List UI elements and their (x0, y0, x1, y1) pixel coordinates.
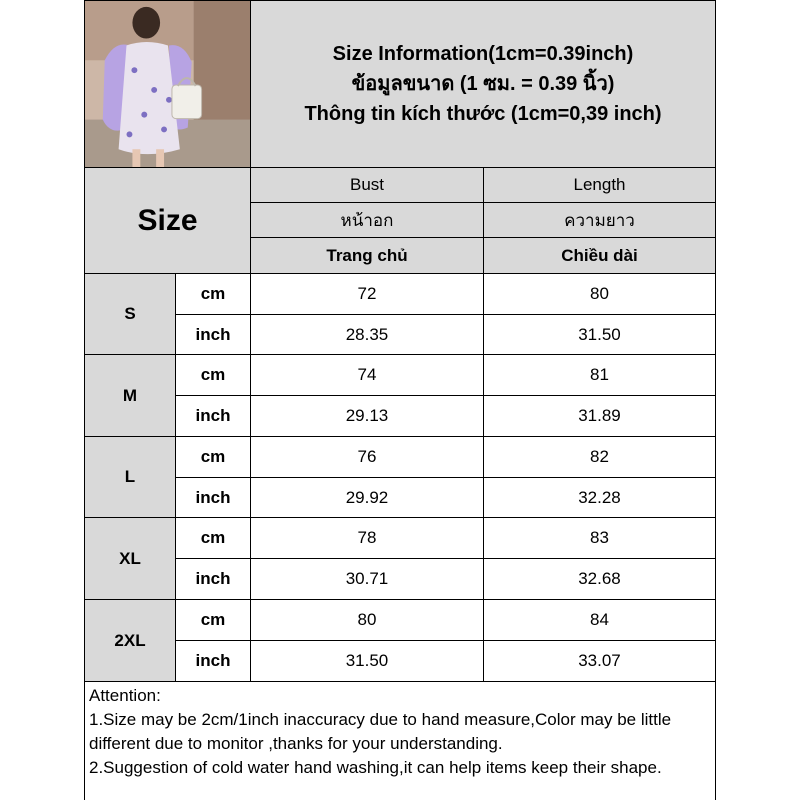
size-label-s: S (84, 273, 176, 355)
unit-cm: cm (175, 599, 251, 641)
bust-inch-xl: 30.71 (250, 558, 484, 600)
length-cm-2xl: 84 (483, 599, 716, 641)
attention-note (84, 681, 716, 800)
bust-header-th: หน้าอก (250, 202, 484, 238)
length-cm-xl: 83 (483, 517, 716, 559)
bust-inch-s: 28.35 (250, 314, 484, 355)
size-label-2xl: 2XL (84, 599, 176, 682)
unit-cm: cm (175, 517, 251, 559)
length-inch-m: 31.89 (483, 395, 716, 437)
unit-cm: cm (175, 273, 251, 315)
unit-inch: inch (175, 558, 251, 600)
unit-cm: cm (175, 436, 251, 478)
attention-line-2: 2.Suggestion of cold water hand washing,it can help items keep their shape. (89, 758, 662, 777)
size-info-header (250, 0, 716, 168)
bust-header-en: Bust (250, 167, 484, 203)
length-header-vi: Chiều dài (483, 237, 716, 274)
size-info-thai: ข้อมูลขนาด (1 ซม. = 0.39 นิ้ว) (351, 73, 615, 95)
length-inch-l: 32.28 (483, 477, 716, 518)
bust-cm-s: 72 (250, 273, 484, 315)
bust-inch-l: 29.92 (250, 477, 484, 518)
size-chart (84, 0, 716, 800)
bust-cm-xl: 78 (250, 517, 484, 559)
attention-line-1: 1.Size may be 2cm/1inch inaccuracy due to hand measure,Color may be little different due to monitor ,thanks for your understanding. (89, 710, 672, 753)
size-label-l: L (84, 436, 176, 518)
product-photo (84, 0, 251, 168)
bust-cm-l: 76 (250, 436, 484, 478)
attention-title: Attention: (89, 686, 161, 705)
size-info-english: Size Information(1cm=0.39inch) (332, 43, 634, 65)
length-cm-l: 82 (483, 436, 716, 478)
length-header-en: Length (483, 167, 716, 203)
length-inch-xl: 32.68 (483, 558, 716, 600)
unit-inch: inch (175, 314, 251, 355)
size-label-xl: XL (84, 517, 176, 600)
bust-cm-m: 74 (250, 354, 484, 396)
size-info-vietnamese: Thông tin kích thước (1cm=0,39 inch) (304, 103, 662, 125)
length-cm-s: 80 (483, 273, 716, 315)
length-cm-m: 81 (483, 354, 716, 396)
bust-inch-m: 29.13 (250, 395, 484, 437)
size-column-header: Size (84, 167, 251, 274)
product-photo-image (85, 1, 250, 167)
bust-header-vi: Trang chủ (250, 237, 484, 274)
unit-inch: inch (175, 395, 251, 437)
length-header-th: ความยาว (483, 202, 716, 238)
bust-inch-2xl: 31.50 (250, 640, 484, 682)
bust-cm-2xl: 80 (250, 599, 484, 641)
unit-inch: inch (175, 477, 251, 518)
length-inch-s: 31.50 (483, 314, 716, 355)
unit-cm: cm (175, 354, 251, 396)
size-label-m: M (84, 354, 176, 437)
length-inch-2xl: 33.07 (483, 640, 716, 682)
unit-inch: inch (175, 640, 251, 682)
